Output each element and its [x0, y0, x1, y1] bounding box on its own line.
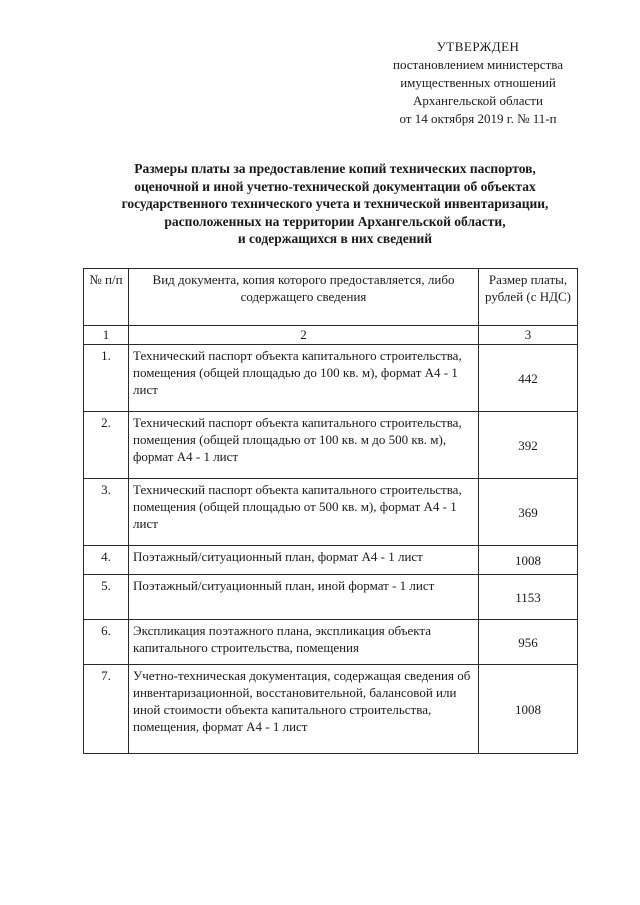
approval-line: имущественных отношений	[400, 75, 556, 90]
table-row	[84, 620, 578, 665]
document-title	[70, 160, 600, 248]
row-price: 369	[479, 479, 578, 546]
approval-line: постановлением министерства	[392, 57, 563, 72]
header-document-type: Вид документа, копия которого предоставляется, либо содержащего сведения	[129, 269, 479, 326]
column-number: 2	[129, 326, 479, 345]
row-price: 1008	[479, 546, 578, 575]
title-line: государственного технического учета и технической инвентаризации,	[121, 196, 549, 211]
table-header-row	[84, 269, 578, 326]
row-number: 3.	[84, 479, 129, 546]
row-description: Технический паспорт объекта капитального строительства, помещения (общей площадью от 500 кв. м), формат А4 - 1 лист	[129, 479, 479, 546]
row-price: 442	[479, 345, 578, 412]
table-row	[84, 345, 578, 412]
row-description: Поэтажный/ситуационный план, иной формат - 1 лист	[129, 575, 479, 620]
approval-date: от 14 октября 2019 г. № 11-п	[399, 111, 557, 126]
title-line: расположенных на территории Архангельской области,	[164, 213, 506, 229]
table-row	[84, 575, 578, 620]
approval-block	[358, 38, 598, 128]
column-number: 3	[479, 326, 578, 345]
column-number: 1	[84, 326, 129, 345]
row-description: Поэтажный/ситуационный план, формат А4 - 1 лист	[129, 546, 479, 575]
table-row	[84, 412, 578, 479]
title-line: оценочной и иной учетно-технической документации об объектах	[134, 178, 536, 194]
row-description: Технический паспорт объекта капитального строительства, помещения (общей площадью до 100 кв. м), формат А4 - 1 лист	[129, 345, 479, 412]
header-number: № п/п	[84, 269, 129, 326]
row-number: 7.	[84, 665, 129, 754]
approval-heading: УТВЕРЖДЕН	[436, 39, 520, 54]
approval-line: Архангельской области	[413, 93, 543, 108]
row-number: 4.	[84, 546, 129, 575]
row-number: 5.	[84, 575, 129, 620]
row-number: 2.	[84, 412, 129, 479]
table-row	[84, 546, 578, 575]
row-price: 392	[479, 412, 578, 479]
table-row	[84, 665, 578, 754]
row-description: Экспликация поэтажного плана, экспликация объекта капитального строительства, помещения	[129, 620, 479, 665]
row-price: 956	[479, 620, 578, 665]
row-description: Технический паспорт объекта капитального строительства, помещения (общей площадью от 100 кв. м до 500 кв. м), формат А4 - 1 лист	[129, 412, 479, 479]
fees-table	[83, 268, 578, 754]
row-price: 1153	[479, 575, 578, 620]
row-description: Учетно-техническая документация, содержащая сведения об инвентаризационной, восстановительной, балансовой или иной стоимости объекта капитального строительства, помещения, формат А4 - 1 лист	[129, 665, 479, 754]
header-fee: Размер платы, рублей (с НДС)	[479, 269, 578, 326]
row-number: 1.	[84, 345, 129, 412]
title-line: и содержащихся в них сведений	[237, 231, 433, 246]
row-number: 6.	[84, 620, 129, 665]
table-row	[84, 479, 578, 546]
row-price: 1008	[479, 665, 578, 754]
title-line: Размеры платы за предоставление копий технических паспортов,	[134, 161, 536, 176]
column-numbers-row	[84, 326, 578, 345]
